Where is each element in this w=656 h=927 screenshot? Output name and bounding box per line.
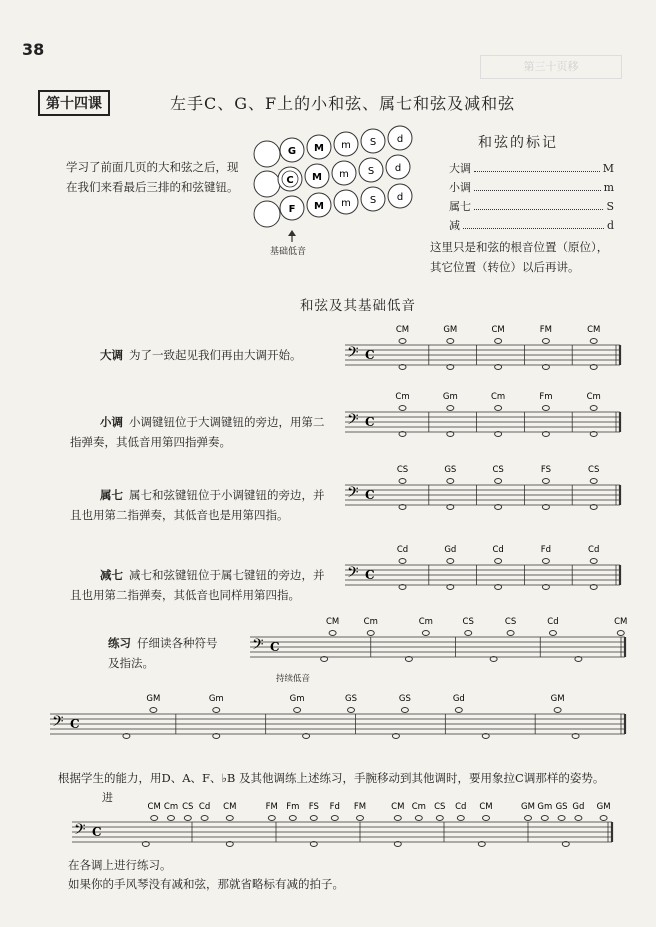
page-title: 左手C、G、F上的小和弦、属七和弦及减和弦 <box>170 94 516 113</box>
note-head <box>201 816 208 821</box>
note-head <box>310 816 317 821</box>
exercise-text <box>108 633 228 673</box>
exercise-label: 练习 <box>108 636 131 650</box>
section-label: 属七 <box>100 488 123 502</box>
bass-clef-icon: 𝄢 <box>347 411 359 432</box>
legend-name: 大调 <box>449 162 471 175</box>
chord-label: Cd <box>198 802 211 812</box>
chord-label: GM <box>443 325 458 335</box>
note-head <box>590 339 597 344</box>
bass-button-grid <box>250 132 430 262</box>
chord-label: Cd <box>396 545 409 555</box>
chord-label: Fm <box>539 392 553 402</box>
transpose-note: 根据学生的能力，用D、A、F、♭B 及其他调练上述练习，手腕移动到其他调时，要用象拉C调那样的姿势。 <box>58 771 605 785</box>
note-head <box>447 406 454 411</box>
chord-label: GM <box>596 802 611 812</box>
button-label: d <box>394 163 402 174</box>
section-staff <box>345 323 620 383</box>
legend-symbol: m <box>603 181 614 194</box>
chord-label: GS <box>444 465 457 475</box>
section-text <box>70 412 335 452</box>
legend-leader <box>463 216 604 229</box>
legend-leader <box>474 178 601 191</box>
chord-label: CM <box>479 802 493 812</box>
header-ghost: 第三十页移 <box>480 55 622 79</box>
note-head <box>348 708 355 713</box>
section-text <box>70 565 335 605</box>
chord-label: CM <box>587 325 601 335</box>
note-head <box>226 816 233 821</box>
note-head <box>399 479 406 484</box>
chord-label: CM <box>223 802 237 812</box>
note-head <box>542 339 549 344</box>
chord-label: Cd <box>588 545 600 555</box>
sustain-caption: 持续低音 <box>276 674 311 684</box>
note-head <box>617 631 624 636</box>
section-description: 减七和弦键钮位于属七键钮的旁边，并且也用第二指弹奏，其低音也同样用第四指。 <box>70 568 325 602</box>
chord-label: Cm <box>586 392 601 402</box>
chord-label: GM <box>521 802 535 812</box>
note-head <box>213 708 220 713</box>
chord-label: Cd <box>492 545 504 555</box>
legend-title: 和弦的标记 <box>478 135 558 151</box>
button-label: C <box>286 175 294 186</box>
bass-clef-icon: 𝄢 <box>347 484 359 505</box>
chord-label: FM <box>353 802 367 812</box>
legend-symbol: M <box>602 162 614 175</box>
chord-label: Fd <box>329 802 340 812</box>
chord-label: Gm <box>442 392 458 402</box>
chord-label: GS <box>398 694 411 704</box>
chord-label: CS <box>462 617 474 627</box>
note-head <box>357 816 364 821</box>
chord-label: CM <box>325 617 340 627</box>
time-signature: C <box>70 717 80 731</box>
chord-label: FS <box>540 465 551 475</box>
note-head <box>447 559 454 564</box>
closing-2: 如果你的手风琴没有减和弦，那就省略标有减的拍子。 <box>68 877 344 891</box>
note-head <box>575 816 582 821</box>
arrow-head-icon <box>288 230 296 236</box>
bass-button-diagram <box>250 132 430 262</box>
legend-name: 属七 <box>449 200 471 213</box>
position-note: 这里只是和弦的根音位置（原位），其它位置（转位）以后再讲。 <box>430 240 609 274</box>
note-head <box>542 559 549 564</box>
bass-clef-icon: 𝄢 <box>347 564 359 585</box>
time-signature: C <box>365 348 375 362</box>
final-staff <box>72 800 612 855</box>
button-label: S <box>369 137 377 148</box>
chord-label: GM <box>146 694 161 704</box>
note-head <box>495 479 502 484</box>
note-head <box>329 631 336 636</box>
legend-list <box>449 159 614 235</box>
button-label: d <box>396 192 404 203</box>
chord-label: CM <box>491 325 505 335</box>
section-text <box>70 485 335 525</box>
button-label: G <box>287 146 297 157</box>
time-signature: C <box>270 640 280 654</box>
chord-label: GS <box>555 802 568 812</box>
chord-label: Gm <box>208 694 224 704</box>
note-head <box>447 339 454 344</box>
exercise-staff-svg <box>250 612 628 672</box>
button-label: m <box>339 169 349 180</box>
chord-label: FM <box>265 802 278 812</box>
chord-label: GS <box>345 694 358 704</box>
section-label: 小调 <box>100 415 123 429</box>
grid-caption: 基础低音 <box>270 247 307 257</box>
note-head <box>600 816 607 821</box>
chord-label: CM <box>614 617 628 627</box>
bass-clef-icon: 𝄢 <box>252 636 264 657</box>
button-label: d <box>396 134 404 145</box>
note-head <box>558 816 565 821</box>
section-label: 大调 <box>100 348 123 362</box>
chord-label: Fd <box>540 545 552 555</box>
section-staff <box>345 463 620 523</box>
note-head <box>447 479 454 484</box>
button-label: m <box>341 198 351 209</box>
exercise2-staff-svg <box>50 692 625 742</box>
exercise-staff <box>250 612 628 684</box>
button-label: m <box>341 140 351 151</box>
chord-label: Gd <box>444 545 457 555</box>
blank-button <box>254 141 280 167</box>
note-head <box>549 631 556 636</box>
button-label: S <box>367 166 375 177</box>
note-head <box>436 816 443 821</box>
note-head <box>590 406 597 411</box>
section-staff <box>345 390 620 450</box>
note-head <box>394 816 401 821</box>
time-signature: C <box>92 825 102 839</box>
section-subtitle: 和弦及其基础低音 <box>300 298 416 314</box>
chord-label: Fm <box>286 802 300 812</box>
chord-label: CS <box>434 802 446 812</box>
section-staff-svg <box>345 323 620 383</box>
chord-label: Cm <box>395 392 410 402</box>
note-head <box>590 479 597 484</box>
note-head <box>151 816 158 821</box>
chord-label: GM <box>550 694 565 704</box>
chord-label: CS <box>588 465 600 475</box>
note-head <box>542 406 549 411</box>
section-staff-svg <box>345 390 620 450</box>
note-head <box>399 559 406 564</box>
time-signature: C <box>365 488 375 502</box>
legend-symbol: d <box>606 219 614 232</box>
legend-item <box>449 159 614 178</box>
page-number: 38 <box>22 40 45 59</box>
chord-label: Cm <box>491 392 506 402</box>
note-head <box>457 816 464 821</box>
note-head <box>268 816 275 821</box>
note-head <box>495 339 502 344</box>
chord-label: CM <box>147 802 161 812</box>
chord-label: Gm <box>537 802 553 812</box>
legend-name: 小调 <box>449 181 471 194</box>
closing-1: 在各调上进行练习。 <box>68 858 172 872</box>
note-head <box>483 816 490 821</box>
note-head <box>289 816 296 821</box>
note-head <box>495 406 502 411</box>
exercise2-staff <box>50 692 625 742</box>
section-staff-svg <box>345 543 620 603</box>
legend-item <box>449 197 614 216</box>
legend-item <box>449 178 614 197</box>
note-head <box>495 559 502 564</box>
chord-label: CS <box>396 465 409 475</box>
note-head <box>399 339 406 344</box>
section-description: 小调键钮位于大调键钮的旁边，用第二指弹奏，其低音用第四指弹奏。 <box>70 415 325 449</box>
note-head <box>415 816 422 821</box>
chord-label: FM <box>539 325 553 335</box>
bass-clef-icon: 𝄢 <box>74 821 86 842</box>
button-label: M <box>314 201 324 212</box>
note-head <box>554 708 561 713</box>
note-head <box>590 559 597 564</box>
section-staff-svg <box>345 463 620 523</box>
chord-label: Cm <box>163 802 179 812</box>
note-head <box>507 631 514 636</box>
note-head <box>542 479 549 484</box>
note-head <box>525 816 532 821</box>
blank-button <box>254 171 280 197</box>
note-head <box>455 708 462 713</box>
section-text <box>100 345 340 365</box>
lesson-label: 第十四课 <box>38 90 110 116</box>
note-head <box>168 816 175 821</box>
chord-label: Cm <box>418 617 433 627</box>
chord-label: Gm <box>289 694 305 704</box>
legend-item <box>449 216 614 235</box>
chord-label: CM <box>391 802 405 812</box>
chord-label: Cm <box>363 617 378 627</box>
chord-label: Cd <box>547 617 559 627</box>
chord-label: CM <box>395 325 410 335</box>
legend-leader <box>474 197 603 210</box>
blank-button <box>254 201 280 227</box>
section-label: 减七 <box>100 568 123 582</box>
chord-label: FS <box>308 802 319 812</box>
note-head <box>401 708 408 713</box>
legend-name: 减 <box>449 219 460 232</box>
legend-symbol: S <box>606 200 614 213</box>
intro-text: 学习了前面几页的大和弦之后，现在我们来看最后三排的和弦键钮。 <box>66 160 239 194</box>
note-head <box>541 816 548 821</box>
note-head <box>399 406 406 411</box>
button-label: M <box>312 172 322 183</box>
button-label: F <box>288 204 296 215</box>
section-description: 属七和弦键钮位于小调键钮的旁边，并且也用第二指弹奏，其低音也是用第四指。 <box>70 488 325 522</box>
note-head <box>331 816 338 821</box>
note-head <box>367 631 374 636</box>
note-head <box>465 631 472 636</box>
chord-label: Gd <box>452 694 465 704</box>
bass-clef-icon: 𝄢 <box>347 344 359 365</box>
chord-label: CS <box>492 465 504 475</box>
button-label: M <box>314 143 324 154</box>
final-staff-svg <box>72 800 612 855</box>
time-signature: C <box>365 415 375 429</box>
chord-label: CS <box>504 617 517 627</box>
chord-label: CS <box>182 802 194 812</box>
section-staff <box>345 543 620 603</box>
bass-clef-icon: 𝄢 <box>52 713 64 734</box>
time-signature: C <box>365 568 375 582</box>
note-head <box>294 708 301 713</box>
note-head <box>150 708 157 713</box>
legend-leader <box>474 159 600 172</box>
chord-label: Cd <box>455 802 467 812</box>
note-head <box>184 816 191 821</box>
chord-label: Gd <box>572 802 585 812</box>
final-marker: 进 <box>102 791 113 804</box>
button-label: S <box>369 195 377 206</box>
exercise-description: 仔细读各种符号及指法。 <box>108 636 218 670</box>
chord-label: Cm <box>411 802 426 812</box>
section-description: 为了一致起见我们再由大调开始。 <box>129 348 302 362</box>
note-head <box>422 631 429 636</box>
